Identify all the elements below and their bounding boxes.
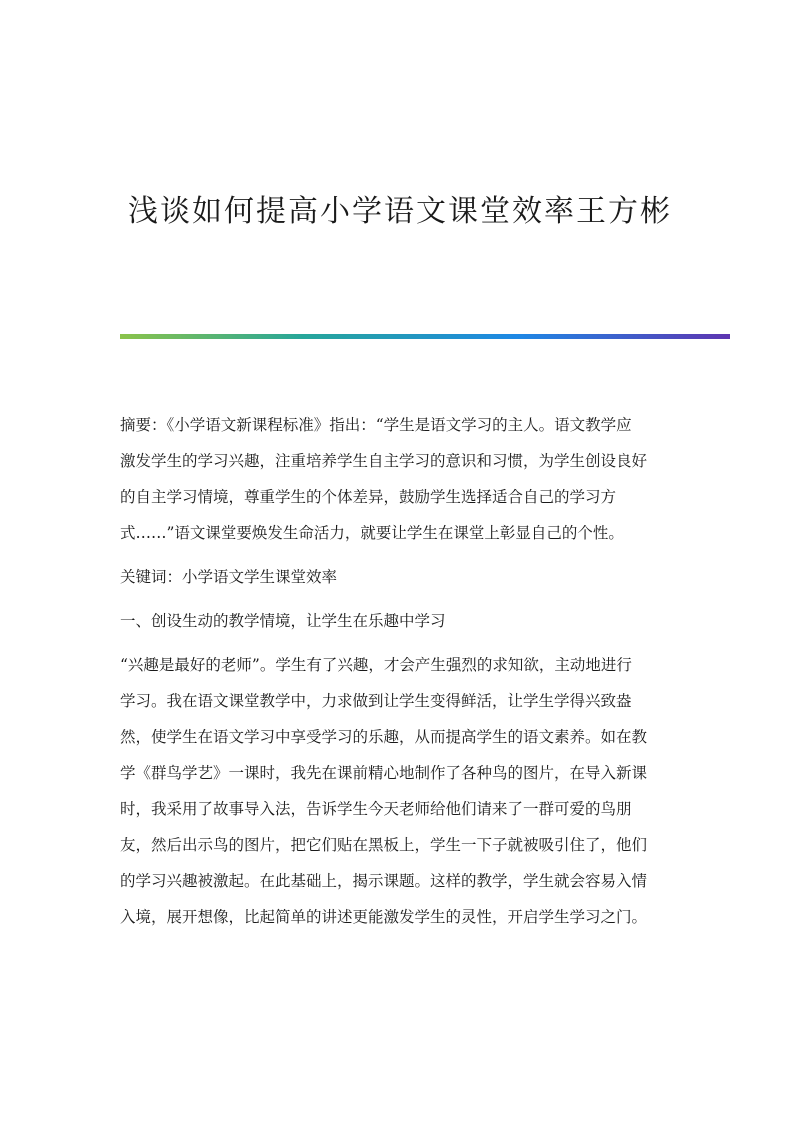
abstract-line: 式……”语文课堂要焕发生命活力，就要让学生在课堂上彰显自己的个性。 bbox=[120, 524, 624, 542]
body-paragraph bbox=[120, 647, 680, 935]
abstract-line: 的自主学习情境，尊重学生的个体差异，鼓励学生选择适合自己的学习方 bbox=[120, 488, 617, 506]
body-line: 友，然后出示鸟的图片，把它们贴在黑板上，学生一下子就被吸引住了，他们 bbox=[120, 836, 648, 854]
section-heading: 一、创设生动的教学情境，让学生在乐趣中学习 bbox=[120, 612, 446, 630]
body-line: 学《群鸟学艺》一课时，我先在课前精心地制作了各种鸟的图片，在导入新课 bbox=[120, 764, 648, 782]
document-title: 浅谈如何提高小学语文课堂效率王方彬 bbox=[128, 194, 672, 229]
body-line: 时，我采用了故事导入法，告诉学生今天老师给他们请来了一群可爱的鸟朋 bbox=[120, 800, 632, 818]
document-body bbox=[120, 407, 680, 935]
keywords-line: 关键词：小学语文学生课堂效率 bbox=[120, 568, 338, 586]
body-line: 的学习兴趣被激起。在此基础上，揭示课题。这样的教学，学生就会容易入情 bbox=[120, 872, 648, 890]
title-divider bbox=[120, 334, 730, 339]
abstract-paragraph bbox=[120, 407, 680, 551]
body-line: 入境，展开想像，比起简单的讲述更能激发学生的灵性，开启学生学习之门。 bbox=[120, 908, 648, 926]
abstract-line: 摘要：《小学语文新课程标准》指出：“学生是语文学习的主人。语文教学应 bbox=[120, 416, 632, 434]
body-line: 学习。我在语文课堂教学中，力求做到让学生变得鲜活，让学生学得兴致盎 bbox=[120, 692, 632, 710]
body-line: 然，使学生在语文学习中享受学习的乐趣，从而提高学生的语文素养。如在教 bbox=[120, 728, 648, 746]
abstract-line: 激发学生的学习兴趣，注重培养学生自主学习的意识和习惯，为学生创设良好 bbox=[120, 452, 648, 470]
body-line: “兴趣是最好的老师”。学生有了兴趣，才会产生强烈的求知欲，主动地进行 bbox=[120, 656, 632, 674]
